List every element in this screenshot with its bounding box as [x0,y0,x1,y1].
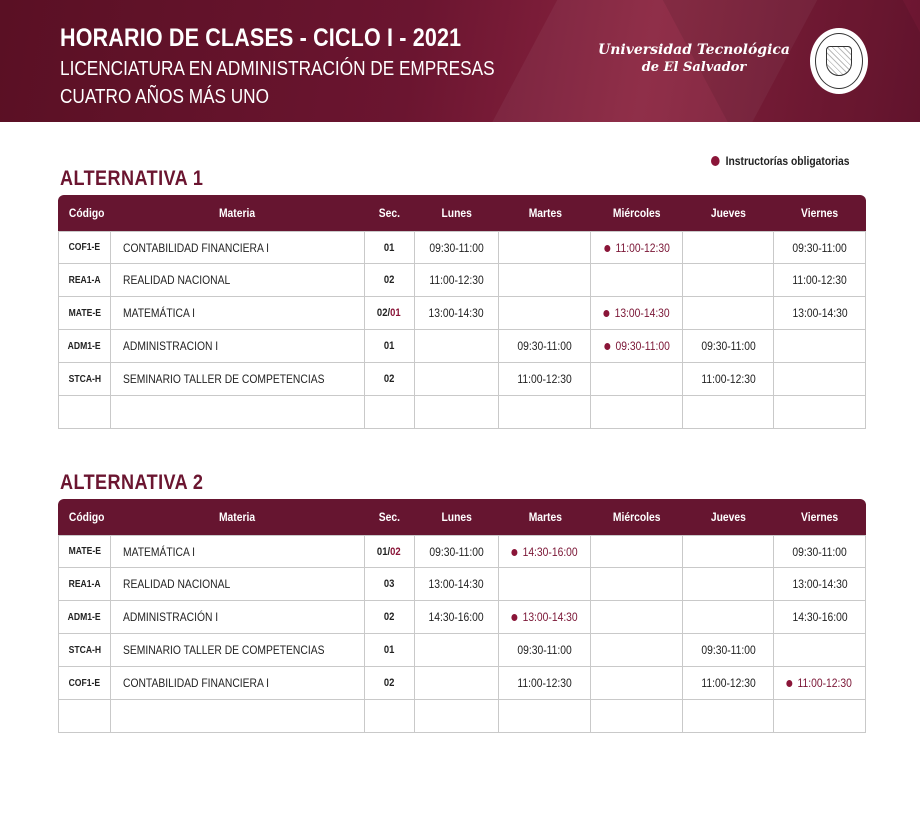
schedule-cell-viernes [774,363,866,395]
time-text: 13:00-14:30 [428,306,485,320]
page-title: HORARIO DE CLASES - CICLO I - 2021 [60,24,462,52]
col-jueves-header [683,510,774,524]
time-text: 11:00-12:30 [797,676,853,690]
course-name-cell-text: REALIDAD NACIONAL [122,577,231,591]
mandatory-tutoring-dot-icon [604,245,610,252]
schedule-cell-jueves [683,700,774,732]
course-name-cell [111,667,365,699]
schedule-cell-lunes [415,396,500,428]
table-header [58,195,866,231]
section-text [384,340,395,352]
schedule-cell-martes [499,536,591,567]
time-slot [429,545,483,559]
col-seccion-header [364,206,414,220]
col-viernes-header [774,206,866,220]
table-row [59,568,866,601]
schedule-cell-miercoles [591,330,683,362]
column-header-label: Código [68,510,105,524]
time-slot [429,306,484,320]
mandatory-tutoring-dot-icon [512,614,518,621]
course-code-cell [59,363,111,395]
col-martes-header [499,206,591,220]
mandatory-tutoring-dot-icon [604,343,610,350]
time-text: 13:00-14:30 [522,610,579,624]
course-code-cell [59,601,111,633]
time-slot [604,306,670,320]
schedule-cell-miercoles [591,536,683,567]
course-code-cell [59,536,111,567]
logo-line-2: de El Salvador [641,60,747,75]
schedule-cell-jueves [683,363,774,395]
time-slot [429,241,483,255]
section-cell [365,232,415,263]
course-code-cell [59,634,111,666]
schedule-cell-viernes [774,536,866,567]
time-slot [429,577,484,591]
section-text [384,274,395,286]
section-main: 03 [383,578,395,590]
col-materia-header [110,206,364,220]
course-name-cell-text: ADMINISTRACIÓN I [122,610,219,624]
schedule-cell-martes [499,700,591,732]
section-main: 01 [383,644,395,656]
time-slot [518,372,572,386]
table-row [59,667,866,700]
time-slot [518,643,572,657]
schedule-cell-jueves [683,264,774,296]
course-name-cell [111,536,365,567]
schedule-cell-lunes [415,634,500,666]
time-text: 09:30-11:00 [701,339,756,353]
time-slot [701,339,755,353]
time-slot [787,676,853,690]
schedule-cell-lunes [415,297,500,329]
mandatory-tutoring-dot-icon [604,310,610,317]
time-text: 11:00-12:30 [701,676,756,690]
time-slot [512,545,578,559]
time-text: 11:00-12:30 [517,372,573,386]
time-slot [604,339,670,353]
course-code-cell-text: MATE-E [68,307,101,319]
time-text: 11:00-12:30 [429,273,484,287]
schedule-cell-jueves [683,601,774,633]
section-text [384,611,395,623]
section-main: 01 [383,340,395,352]
legend-label: Instructorías obligatorias [725,154,850,168]
time-text: 09:30-11:00 [429,240,484,255]
table-row [59,535,866,568]
program-duration: CUATRO AÑOS MÁS UNO [60,86,269,108]
section-main: 02 [383,677,395,689]
section-text [384,644,395,656]
section-main: 02 [383,373,395,385]
column-header-label: Lunes [441,206,472,220]
schedule-cell-lunes [415,568,500,600]
time-slot [429,273,483,287]
time-text: 09:30-11:00 [429,544,484,559]
time-text: 11:00-12:30 [517,676,573,690]
time-slot [792,577,847,591]
table-row [59,700,866,733]
schedule-cell-jueves [683,232,774,263]
time-slot [429,610,484,624]
course-name-cell [111,264,365,296]
col-miercoles-header [591,206,683,220]
schedule-cell-lunes [415,264,500,296]
time-text: 09:30-11:00 [792,240,847,255]
table-row [59,601,866,634]
column-header-label: Miércoles [613,510,661,524]
time-text: 13:00-14:30 [792,577,848,591]
section-main: 02 [383,274,395,286]
table-header [58,499,866,535]
column-header-label: Miércoles [613,206,661,220]
column-header-label: Martes [528,206,562,220]
schedule-cell-lunes [415,700,500,732]
schedule-cell-jueves [683,536,774,567]
course-name-cell [111,634,365,666]
schedule-cell-lunes [415,330,500,362]
col-martes-header [499,510,591,524]
schedule-cell-jueves [683,568,774,600]
column-header-label: Jueves [710,510,746,524]
time-slot [701,676,755,690]
section-alternate: 02 [390,545,401,558]
page-header [0,0,920,122]
seal-shield-icon [826,46,852,76]
schedule-cell-miercoles [591,264,683,296]
section-main: 02 [383,611,395,623]
schedule-cell-miercoles [591,568,683,600]
schedule-cell-martes [499,568,591,600]
section-text [377,307,401,319]
table-row [59,264,866,297]
course-name-cell-text: REALIDAD NACIONAL [122,273,231,287]
course-code-cell-text: ADM1-E [67,340,101,352]
section-cell [365,601,415,633]
schedule-cell-lunes [415,232,500,263]
schedule-cell-viernes [774,330,866,362]
section-main: 01 [383,241,395,254]
table-row [59,396,866,429]
section-text [384,242,395,254]
schedule-cell-lunes [415,601,500,633]
schedule-cell-martes [499,396,591,428]
schedule-cell-miercoles [591,700,683,732]
col-materia-header [110,510,364,524]
schedule-cell-viernes [774,232,866,263]
alternative-1-title: ALTERNATIVA 1 [60,167,204,190]
section-cell [365,634,415,666]
logo-line-1: Universidad Tecnológica [598,42,790,58]
time-text: 11:00-12:30 [792,273,847,287]
schedule-cell-viernes [774,297,866,329]
time-slot [792,610,847,624]
section-cell [365,363,415,395]
col-lunes-header [414,206,499,220]
column-header-label: Materia [218,206,256,220]
time-slot [792,306,847,320]
course-name-cell-text: CONTABILIDAD FINANCIERA I [122,676,269,690]
time-text: 09:30-11:00 [517,339,573,353]
time-text: 14:30-16:00 [522,544,579,559]
col-viernes-header [774,510,866,524]
col-miercoles-header [591,510,683,524]
time-text: 09:30-11:00 [615,339,670,353]
course-name-cell [111,601,365,633]
schedule-cell-miercoles [591,297,683,329]
table-row [59,330,866,363]
column-header-label: Jueves [710,206,746,220]
section-cell [365,297,415,329]
column-header-label: Viernes [801,206,839,220]
section-text [377,546,401,558]
time-slot [604,241,670,255]
course-code-cell [59,232,111,263]
section-main: 02/ [377,307,391,319]
schedule-cell-viernes [774,568,866,600]
time-slot [792,273,846,287]
course-name-cell [111,700,365,732]
course-name-cell-text: MATEMÁTICA I [122,306,196,320]
table-body [58,231,866,429]
schedule-cell-viernes [774,634,866,666]
section-cell [365,536,415,567]
section-cell [365,667,415,699]
time-text: 09:30-11:00 [701,643,756,657]
course-code-cell-text: REA1-A [68,274,101,286]
time-slot [518,339,572,353]
schedule-cell-jueves [683,396,774,428]
course-name-cell [111,396,365,428]
col-seccion-header [364,510,414,524]
university-seal-icon [810,28,868,94]
course-name-cell-text: SEMINARIO TALLER DE COMPETENCIAS [122,643,325,657]
column-header-label: Sec. [378,206,400,220]
schedule-cell-miercoles [591,667,683,699]
time-slot [512,610,578,624]
time-text: 09:30-11:00 [792,544,847,559]
course-name-cell-text: SEMINARIO TALLER DE COMPETENCIAS [122,372,325,386]
column-header-label: Martes [528,510,562,524]
section-cell [365,330,415,362]
schedule-cell-martes [499,601,591,633]
schedule-cell-martes [499,363,591,395]
table-row [59,231,866,264]
time-text: 14:30-16:00 [792,610,848,624]
schedule-cell-viernes [774,601,866,633]
time-slot [701,372,755,386]
column-header-label: Código [68,206,105,220]
schedule-cell-lunes [415,667,500,699]
schedule-cell-martes [499,264,591,296]
time-text: 13:00-14:30 [792,306,848,320]
university-logo-text [584,42,804,76]
time-slot [701,643,755,657]
column-header-label: Sec. [378,510,400,524]
schedule-cell-miercoles [591,396,683,428]
schedule-cell-martes [499,634,591,666]
schedule-cell-martes [499,667,591,699]
time-text: 13:00-14:30 [614,306,670,320]
course-code-cell-text: COF1-E [68,242,101,253]
course-name-cell-text: ADMINISTRACION I [122,339,219,353]
schedule-cell-lunes [415,363,500,395]
course-code-cell-text: STCA-H [68,373,101,385]
course-code-cell [59,700,111,732]
course-name-cell-text: CONTABILIDAD FINANCIERA I [122,240,269,255]
column-header-label: Materia [218,510,256,524]
mandatory-tutoring-dot-icon [512,549,518,556]
schedule-cell-viernes [774,667,866,699]
col-lunes-header [414,510,499,524]
section-text [384,677,395,689]
section-cell [365,568,415,600]
column-header-label: Viernes [801,510,839,524]
section-cell [365,264,415,296]
legend-dot-icon [711,156,720,166]
col-codigo-header [58,510,110,524]
schedule-table-alternative-1 [58,195,866,429]
course-code-cell [59,568,111,600]
schedule-cell-martes [499,232,591,263]
table-row [59,634,866,667]
course-code-cell-text: MATE-E [68,546,101,557]
course-code-cell-text: ADM1-E [67,611,101,623]
section-alternate: 01 [390,307,401,319]
schedule-cell-miercoles [591,363,683,395]
schedule-cell-miercoles [591,232,683,263]
schedule-cell-viernes [774,396,866,428]
time-text: 11:00-12:30 [615,240,670,255]
time-text: 09:30-11:00 [517,643,573,657]
course-name-cell [111,363,365,395]
legend [711,154,849,168]
course-name-cell [111,330,365,362]
course-name-cell [111,232,365,263]
schedule-cell-jueves [683,330,774,362]
course-name-cell-text: MATEMÁTICA I [122,544,196,559]
table-row [59,363,866,396]
time-slot [792,241,846,255]
table-body [58,535,866,733]
course-code-cell [59,297,111,329]
time-text: 13:00-14:30 [428,577,485,591]
time-slot [792,545,846,559]
alternative-2-title: ALTERNATIVA 2 [60,471,204,494]
col-jueves-header [683,206,774,220]
schedule-cell-jueves [683,634,774,666]
col-codigo-header [58,206,110,220]
schedule-cell-jueves [683,667,774,699]
time-text: 14:30-16:00 [428,610,485,624]
schedule-cell-viernes [774,700,866,732]
schedule-cell-martes [499,297,591,329]
table-row [59,297,866,330]
section-text [384,578,395,590]
course-name-cell [111,568,365,600]
schedule-cell-jueves [683,297,774,329]
course-code-cell-text: COF1-E [68,677,101,689]
mandatory-tutoring-dot-icon [787,680,793,687]
time-slot [518,676,572,690]
schedule-cell-lunes [415,536,500,567]
course-code-cell-text: REA1-A [68,578,101,590]
schedule-cell-miercoles [591,634,683,666]
program-name: LICENCIATURA EN ADMINISTRACIÓN DE EMPRESAS [60,58,495,80]
schedule-cell-martes [499,330,591,362]
course-code-cell [59,667,111,699]
section-text [384,373,395,385]
schedule-cell-viernes [774,264,866,296]
schedule-cell-miercoles [591,601,683,633]
course-name-cell [111,297,365,329]
course-code-cell-text: STCA-H [68,644,101,656]
section-main: 01/ [377,545,391,558]
section-cell [365,396,415,428]
schedule-table-alternative-2 [58,499,866,733]
column-header-label: Lunes [441,510,472,524]
course-code-cell [59,396,111,428]
course-code-cell [59,264,111,296]
time-text: 11:00-12:30 [701,372,756,386]
course-code-cell [59,330,111,362]
section-cell [365,700,415,732]
